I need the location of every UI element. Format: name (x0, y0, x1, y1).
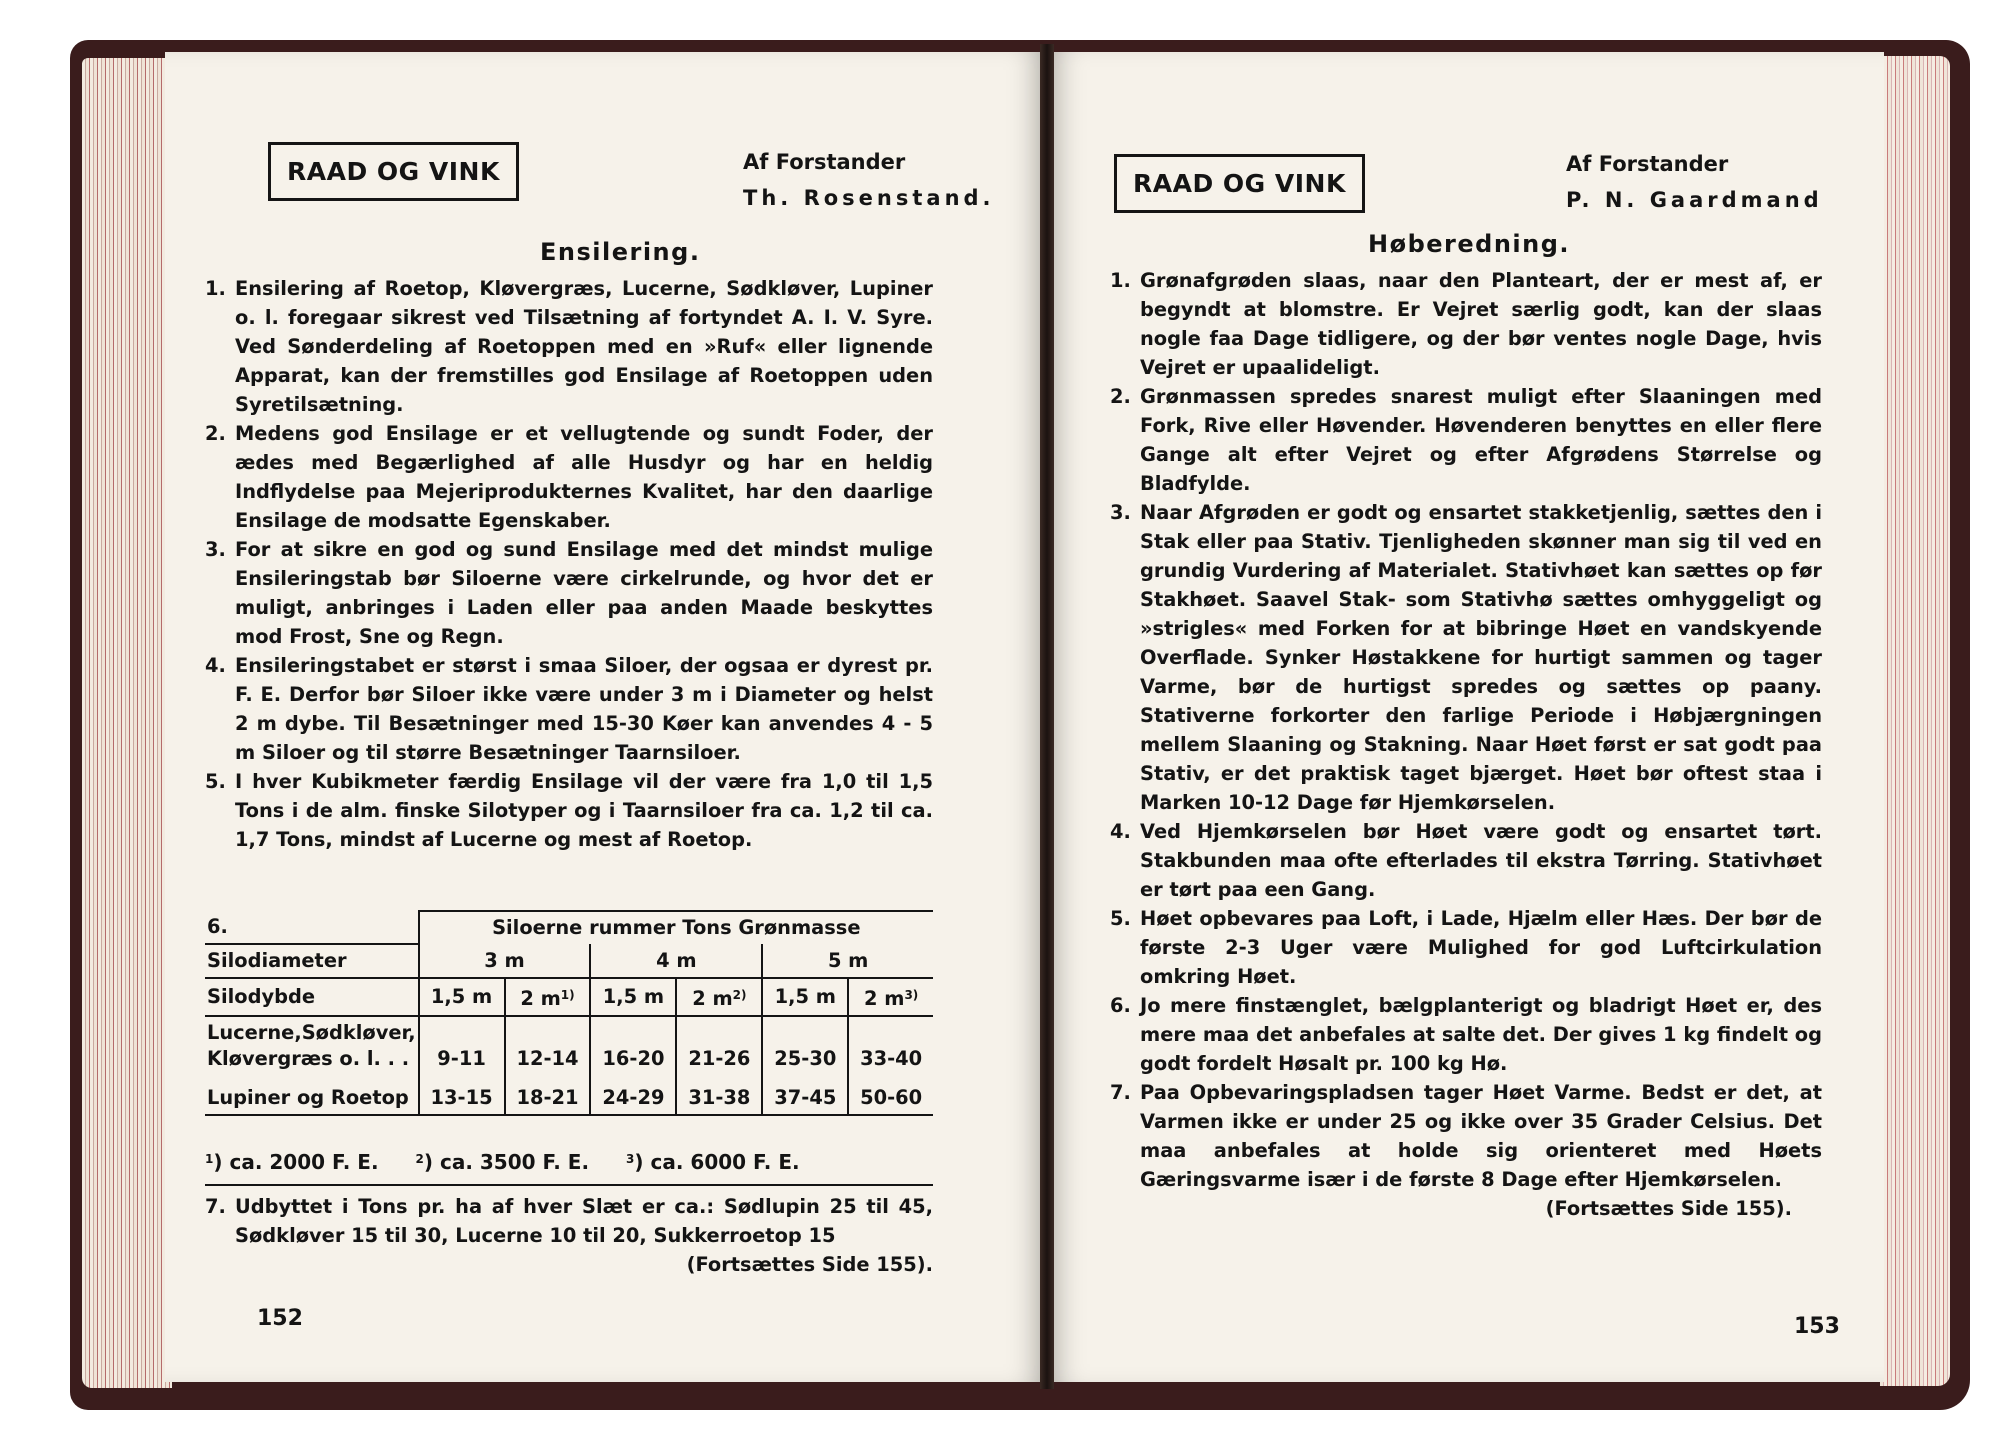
right-items (1110, 266, 1822, 1223)
continued-note: (Fortsættes Side 155). (1545, 1197, 1792, 1220)
left-heading: Ensilering. (540, 238, 701, 266)
page-edges-right (1880, 56, 1950, 1386)
table-footnotes (205, 1150, 830, 1174)
footnote: $^3$) ca. 6000 F. E. (626, 1150, 800, 1174)
list-item: 2. Grønmassen spredes snarest muligt efter Slaaningen med Fork, Rive eller Høvender. Høvenderen benyttes en eller flere Gange alt efter Vejret og efter Afgrødens Størrelse og Bladfylde. (1110, 385, 1822, 495)
list-item: 5. I hver Kubikmeter færdig Ensilage vil der være fra 1,0 til 1,5 Tons i de alm. finske Silotyper og i Taarnsiloer fra ca. 1,2 til ca. 1,7 Tons, mindst af Lucerne og mest af Roetop. (205, 770, 933, 851)
list-item: 3. Naar Afgrøden er godt og ensartet stakketjenlig, sættes den i Stak eller paa Stativ. Tjenligheden skønner man sig til ved en grundig Vurdering af Materialet. Stativhøet kan sættes op før Stakhøet. Saavel Stak- som Stativhø sættes omhyggeligt og »strigles« med Forken for at bibringe Høet en vandskyende Overflade. Synker Høstakkene for hurtigt sammen og tager Varme, bør de hurtigst spredes og sættes op paany. Stativerne forkorter den farlige Periode i Høbjærgningen mellem Slaaning og Stakning. Naar Høet først er sat godt paa Stativ, er det praktisk taget bjærget. Høet bør oftest staa i Marken 10-12 Dage før Hjemkørselen. (1110, 501, 1822, 814)
list-item: 1. Grønafgrøden slaas, naar den Planteart, der er mest af, er begyndt at blomstre. Er Vejret særlig godt, kan der slaas nogle faa Dage tidligere, og der bør ventes nogle Dage, hvis Vejret er upaalideligt. (1110, 269, 1822, 379)
diameter-cell: 4 m (590, 944, 762, 978)
list-item: 2. Medens god Ensilage er et vellugtende og sundt Foder, der ædes med Begærlighed af alle Husdyr og har en heldig Indflydelse paa Mejeriprodukternes Kvalitet, har den daarlige Ensilage de modsatte Egenskaber. (205, 422, 933, 532)
list-item: 4. Ved Hjemkørselen bør Høet være godt og ensartet tørt. Stakbunden maa ofte efterlades til ekstra Tørring. Stativhøet er tørt paa een Gang. (1110, 820, 1822, 901)
row-label-depth: Silodybde (207, 985, 316, 1008)
footnote: $^1$) ca. 2000 F. E. (205, 1150, 379, 1174)
book-gutter (1040, 44, 1054, 1389)
table-item-number: 6. (207, 915, 228, 938)
right-author-name: P. N. Gaardmand (1566, 188, 1823, 212)
page-edges-left (82, 58, 172, 1388)
left-title-box: RAAD OG VINK (268, 142, 519, 201)
silo-table (205, 910, 933, 1116)
right-heading: Høberedning. (1368, 230, 1571, 258)
page-number-left: 152 (257, 1306, 303, 1331)
page-number-right: 153 (1794, 1314, 1840, 1339)
table-row (205, 911, 933, 944)
depth-cell: 1,5 m (762, 978, 848, 1016)
left-item-7 (205, 1192, 933, 1279)
row-label-diameter: Silodiameter (205, 944, 419, 978)
depth-cell: 2 $m^{2)}$ (676, 978, 762, 1016)
footnote-rule (205, 1184, 933, 1186)
value-cell: 50-60 (848, 1075, 933, 1115)
diameter-cell: 3 m (419, 944, 591, 978)
value-cell: 12-14 (505, 1016, 591, 1075)
value-cell: 9-11 (419, 1016, 505, 1075)
list-item: 7. Paa Opbevaringspladsen tager Høet Varme. Bedst er det, at Varmen ikke er under 25 og ikke over 35 Grader Celsius. Det maa anbefales at holde sig orienteret med Høets Gæringsvarme især i de første 8 Dage efter Hjemkørselen. (1110, 1081, 1822, 1191)
continued-note: (Fortsættes Side 155). (686, 1253, 933, 1276)
value-cell: 13-15 (419, 1075, 505, 1115)
value-cell: 21-26 (676, 1016, 762, 1075)
right-page (1050, 52, 1884, 1382)
list-item: 7. Udbyttet i Tons pr. ha af hver Slæt er ca.: Sødlupin 25 til 45, Sødkløver 15 til 30, Lucerne 10 til 20, Sukkerroetop 15 (205, 1195, 933, 1247)
list-item: 5. Høet opbevares paa Loft, i Lade, Hjælm eller Hæs. Der bør de første 2-3 Uger være Mulighed for god Luftcirkulation omkring Høet. (1110, 907, 1822, 988)
right-author-label: Af Forstander (1566, 152, 1729, 176)
value-cell: 18-21 (505, 1075, 591, 1115)
list-item: 1. Ensilering af Roetop, Kløvergræs, Lucerne, Sødkløver, Lupiner o. l. foregaar sikrest ved Tilsætning af fortyndet A. I. V. Syre. Ved Sønderdeling af Roetoppen med en »Ruf« eller lignende Apparat, kan der fremstilles god Ensilage af Roetoppen uden Syretilsætning. (205, 277, 933, 416)
diameter-cell: 5 m (762, 944, 933, 978)
table-row (205, 1075, 933, 1115)
table-row (205, 944, 933, 978)
value-cell: 16-20 (590, 1016, 676, 1075)
footnote: $^2$) ca. 3500 F. E. (415, 1150, 590, 1174)
depth-cell: 2 $m^{1)}$ (505, 978, 591, 1016)
depth-cell: 2 $m^{3)}$ (848, 978, 933, 1016)
depth-cell: 1,5 m (419, 978, 505, 1016)
right-title-box: RAAD OG VINK (1114, 154, 1365, 213)
table-caption: Siloerne rummer Tons Grønmasse (419, 911, 933, 944)
value-cell: 25-30 (762, 1016, 848, 1075)
table-row (205, 1016, 933, 1075)
left-items (205, 274, 933, 854)
list-item: 3. For at sikre en god og sund Ensilage med det mindst mulige Ensileringstab bør Siloerne være cirkelrunde, og hvor det er muligt, anbringes i Laden eller paa anden Maade beskyttes mod Frost, Sne og Regn. (205, 538, 933, 648)
depth-cell: 1,5 m (590, 978, 676, 1016)
list-item: 6. Jo mere finstænglet, bælgplanterigt og bladrigt Høet er, des mere maa det anbefales at salte det. Der gives 1 kg findelt og godt fordelt Høsalt pr. 100 kg Hø. (1110, 994, 1822, 1075)
value-cell: 33-40 (848, 1016, 933, 1075)
row-label: Lupiner og Roetop (207, 1086, 409, 1109)
left-author-name: Th. Rosenstand. (743, 186, 995, 210)
left-author-label: Af Forstander (743, 150, 906, 174)
left-page (165, 52, 1043, 1382)
value-cell: 24-29 (590, 1075, 676, 1115)
list-item: 4. Ensileringstabet er størst i smaa Siloer, der ogsaa er dyrest pr. F. E. Derfor bør Siloer ikke være under 3 m i Diameter og helst 2 m dybe. Til Besætninger med 15-30 Køer kan anvendes 4 - 5 m Siloer og til større Besætninger Taarnsiloer. (205, 654, 933, 764)
value-cell: 31-38 (676, 1075, 762, 1115)
value-cell: 37-45 (762, 1075, 848, 1115)
table-row (205, 978, 933, 1016)
row-label: Lucerne,Sødkløver, Kløvergræs o. l. . . (207, 1021, 416, 1070)
